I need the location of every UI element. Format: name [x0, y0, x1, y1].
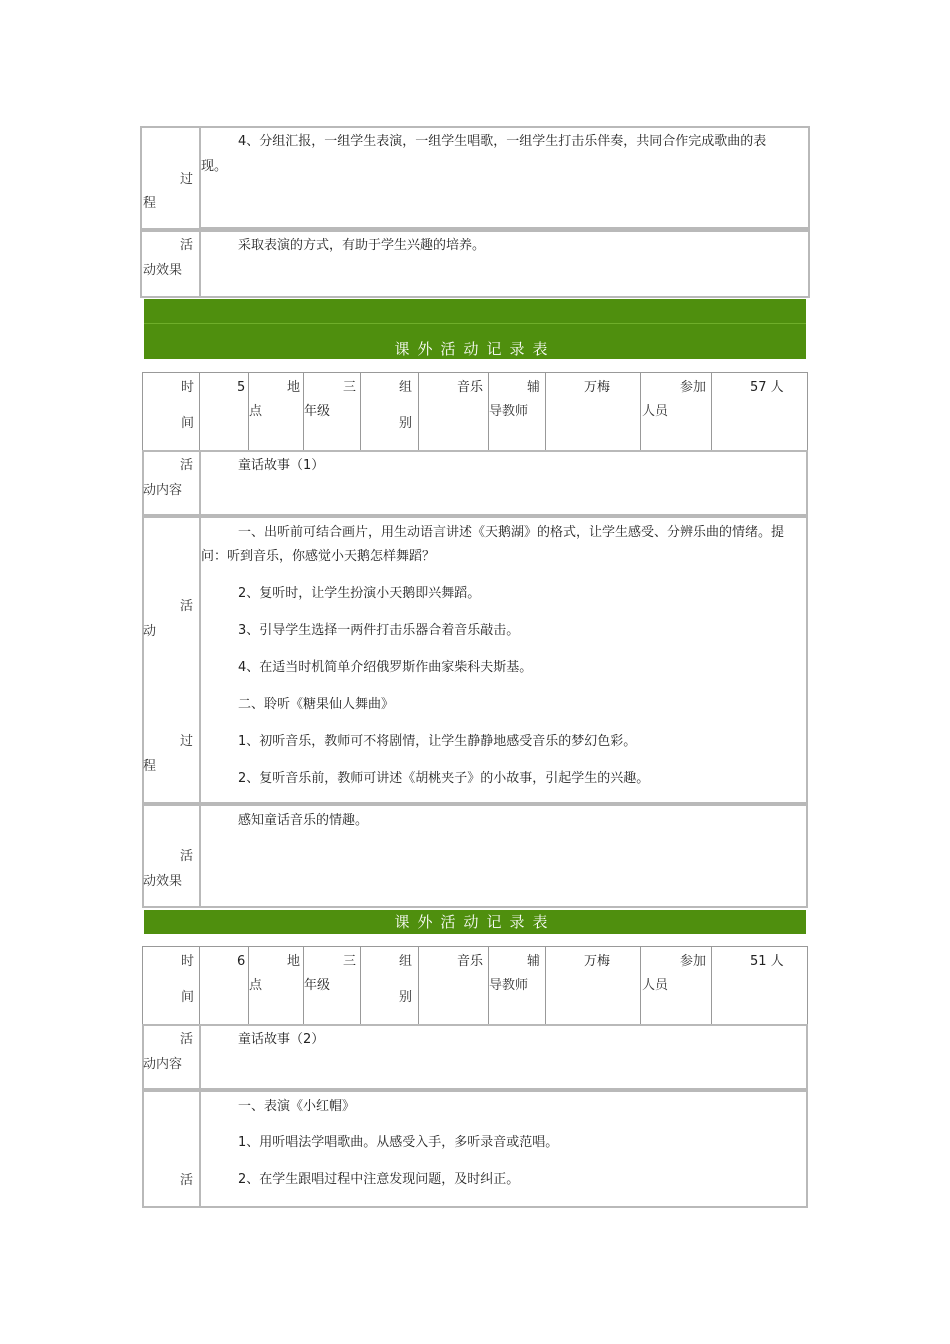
process-line: 1、初听音乐，教师可不将剧情，让学生静静地感受音乐的梦幻色彩。: [238, 734, 637, 749]
process-line: 1、用听唱法学唱歌曲。从感受入手，多听录音或范唱。: [238, 1135, 559, 1150]
process-line: 2、复听音乐前，教师可讲述《胡桃夹子》的小故事，引起学生的兴趣。: [238, 771, 650, 786]
content-text: 童话故事（1）: [238, 458, 325, 473]
time-value: 6: [237, 954, 246, 969]
divider: [360, 946, 361, 1026]
process-line: 一、出听前可结合画片，用生动语言讲述《天鹅湖》的格式，让学生感受、分辨乐曲的情绪。提: [238, 525, 785, 540]
grade-value: 年级: [304, 404, 331, 419]
time-label: 间: [181, 990, 195, 1005]
process-line: 3、引导学生选择一两件打击乐器合着音乐敲击。: [238, 623, 520, 638]
process-text: 现。: [201, 159, 228, 174]
tutor-value: 万梅: [584, 954, 611, 969]
attendees-label: 人员: [642, 978, 669, 993]
time-label: 间: [181, 416, 195, 431]
divider: [640, 946, 641, 1026]
process-label: 过: [180, 734, 194, 749]
divider: [199, 1026, 201, 1088]
process-line: 二、聆听《糖果仙人舞曲》: [238, 697, 395, 712]
time-value: 5: [237, 380, 246, 395]
place-label: 点: [249, 404, 263, 419]
divider: [711, 946, 712, 1026]
grade-value: 三: [343, 380, 357, 395]
attendees-label: 人员: [642, 404, 669, 419]
divider: [199, 372, 200, 452]
effect-label: 动效果: [143, 263, 183, 278]
process-label: 程: [143, 759, 157, 774]
time-label: 时: [181, 380, 195, 395]
process-line: 2、在学生跟唱过程中注意发现问题，及时纠正。: [238, 1172, 520, 1187]
process-text: 4、分组汇报，一组学生表演，一组学生唱歌，一组学生打击乐伴奏，共同合作完成歌曲的表: [238, 134, 767, 149]
tutor-label: 导教师: [489, 404, 529, 419]
process-label: 活: [180, 599, 194, 614]
group-value: 音乐: [457, 954, 484, 969]
process-label: 过: [180, 172, 194, 187]
divider: [711, 372, 712, 452]
attendees-value: 51 人: [750, 954, 784, 969]
time-label: 时: [181, 954, 195, 969]
process-line: 2、复听时，让学生扮演小天鹅即兴舞蹈。: [238, 586, 481, 601]
effect-label: 活: [180, 238, 194, 253]
grade-value: 三: [343, 954, 357, 969]
divider: [199, 946, 200, 1026]
effect-text: 采取表演的方式，有助于学生兴趣的培养。: [238, 238, 486, 253]
divider: [199, 128, 201, 228]
divider: [545, 372, 546, 452]
content-label: 活: [180, 458, 194, 473]
process-label: 活: [180, 1173, 194, 1188]
place-label: 地: [287, 954, 301, 969]
process-line: 一、表演《小红帽》: [238, 1099, 356, 1114]
attendees-value: 57 人: [750, 380, 784, 395]
tutor-label: 辅: [527, 380, 541, 395]
attendees-label: 参加: [680, 380, 707, 395]
divider: [418, 372, 419, 452]
content-label: 动内容: [143, 483, 183, 498]
tutor-value: 万梅: [584, 380, 611, 395]
group-label: 别: [399, 990, 413, 1005]
content-text: 童话故事（2）: [238, 1032, 325, 1047]
attendees-label: 参加: [680, 954, 707, 969]
tutor-label: 导教师: [489, 978, 529, 993]
content-label: 动内容: [143, 1057, 183, 1072]
process-line: 4、在适当时机简单介绍俄罗斯作曲家柴科夫斯基。: [238, 660, 533, 675]
content-label: 活: [180, 1032, 194, 1047]
effect-label: 活: [180, 849, 194, 864]
group-label: 别: [399, 416, 413, 431]
divider: [200, 227, 808, 229]
process-label: 程: [143, 196, 157, 211]
process-label: 动: [143, 624, 157, 639]
divider: [199, 232, 201, 296]
record-title: 课外活动记录表: [394, 340, 556, 358]
place-label: 点: [249, 978, 263, 993]
tutor-label: 辅: [527, 954, 541, 969]
divider: [199, 1092, 201, 1206]
effect-text: 感知童话音乐的情趣。: [238, 813, 369, 828]
effect-label: 动效果: [143, 874, 183, 889]
divider: [640, 372, 641, 452]
group-label: 组: [399, 380, 413, 395]
process-line: 问：听到音乐，你感觉小天鹅怎样舞蹈？: [201, 549, 436, 564]
divider: [360, 372, 361, 452]
grade-value: 年级: [304, 978, 331, 993]
place-label: 地: [287, 380, 301, 395]
group-value: 音乐: [457, 380, 484, 395]
divider: [545, 946, 546, 1026]
divider: [144, 323, 806, 324]
record-title: 课外活动记录表: [394, 913, 556, 931]
divider: [199, 452, 201, 514]
divider: [199, 806, 201, 906]
group-label: 组: [399, 954, 413, 969]
divider: [418, 946, 419, 1026]
